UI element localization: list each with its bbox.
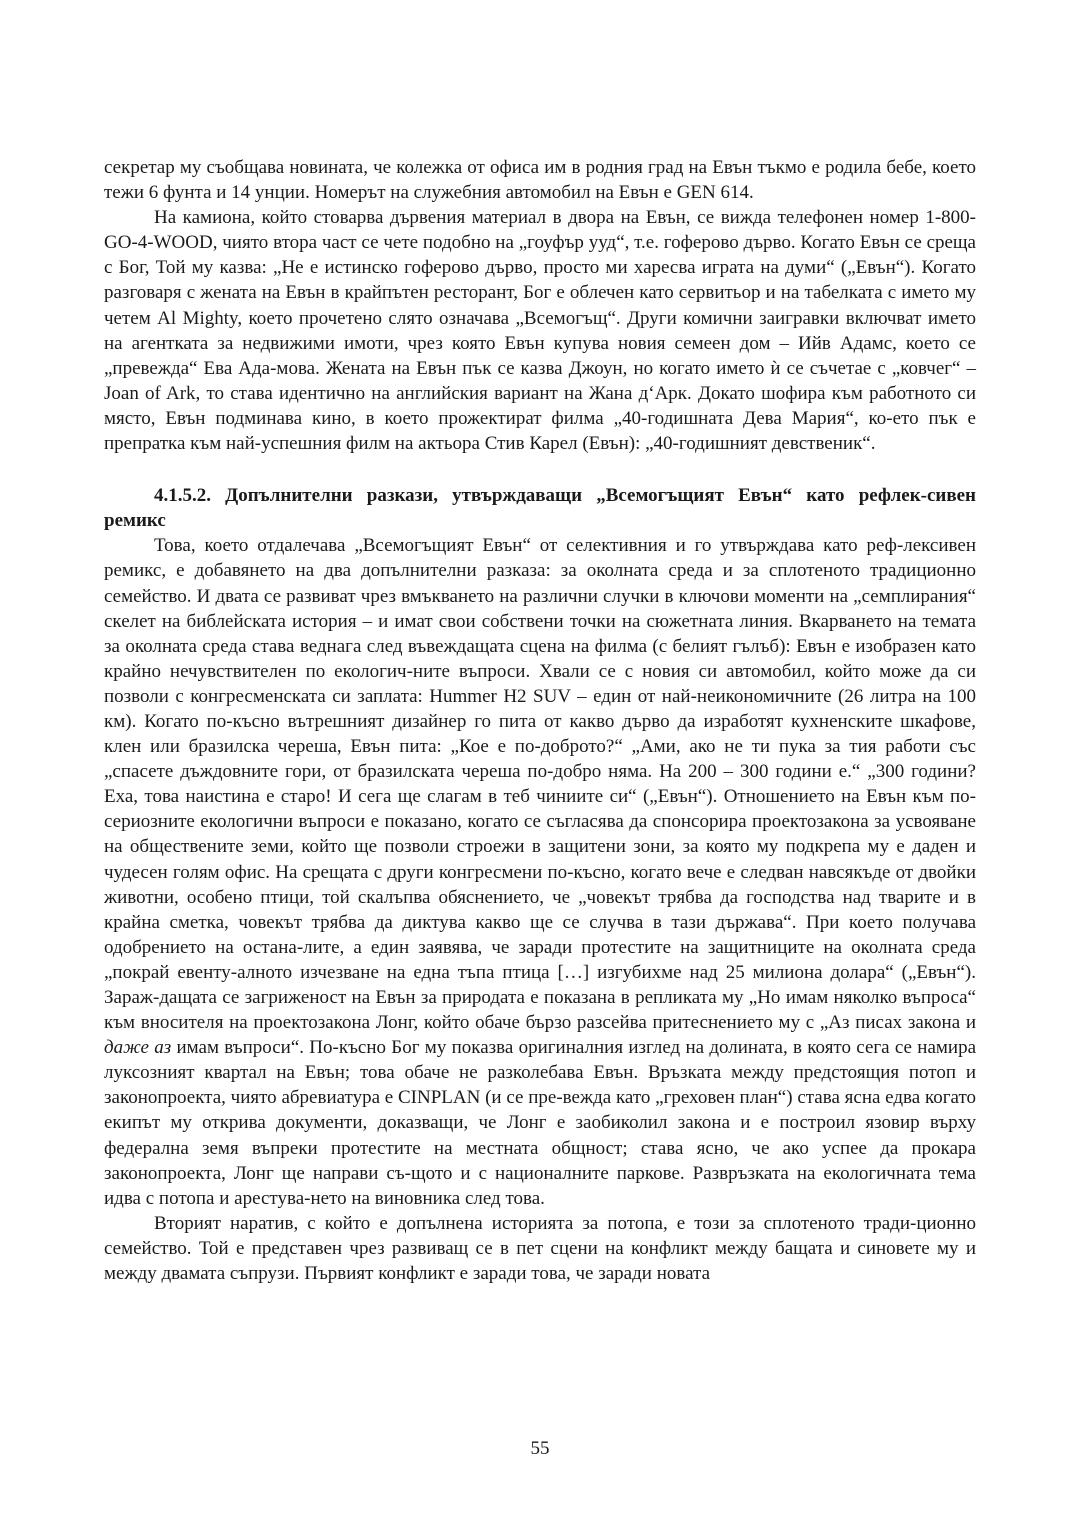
paragraph-reflexive-remix-end: имам въпроси“. По-късно Бог му показва оригиналния изглед на долината, в която сега се намира луксозният квартал на Евън; това обаче не разколебава Евън. Връзката между предстоящия потоп и законопроекта, чиято абревиатура е CINPLAN (и се пре-вежда като „греховен план“) става ясна едва когато екипът му открива документи, доказващи, че Лонг е заобиколил закона и е построил язовир върху федерална земя въпреки протестите на местната общност; става ясно, че ако успее да прокара законопроекта, Лонг ще направи съ-щото и с националните паркове. Развръзката на екологичната тема идва с потопа и арестува-нето на виновника след това. xyxy=(104,1037,976,1209)
paragraph-family-narrative: Вторият наратив, с който е допълнена историята за потопа, е този за сплотеното тради-ционно семейство. Той е представен чрез развиващ се в пет сцени на конфликт между бащата и синовете му и между двамата съпрузи. Първият конфликт е заради това, че заради новата xyxy=(104,1212,976,1285)
page-number: 55 xyxy=(530,1438,550,1459)
paragraph-continued: секретар му съобщава новината, че колежка от офиса им в родния град на Евън тъкмо е родила бебе, което тежи 6 фунта и 14 унции. Номерът на служебния автомобил на Евън е GEN 614. xyxy=(104,157,976,204)
paragraph-reflexive-remix-text: Това, което отдалечава „Всемогъщият Евън“ от селективния и го утвърждава като реф-лексивен ремикс, е добавянето на два допълнителни разказа: за околната среда и за сплотеното традиционно семейство. И двата се развиват чрез вмъкването на различни случки в ключови моменти на „семплирания“ скелет на библейската история – и имат свои собствени точки на сюжетната линия. Вкарването на темата за околната среда става веднага след въвеждащата сцена на филма (с белият гълъб): Евън е изобразен като крайно нечувствителен по екологич-ните въпроси. Хвали се с новия си автомобил, който може да си позволи с конгресменската си заплата: Hummer H2 SUV – един от най-неикономичните (26 литра на 100 км). Когато по-късно вътрешният дизайнер го пита от какво дърво да изработят кухненските шкафове, клен или бразилска череша, Евън пита: „Кое е по-доброто?“ „Ами, ако не ти пука за тия работи със „спасете дъждовните гори, от бразилската череша по-добро няма. На 200 – 300 години е.“ „300 години? Еха, това наистина е старо! И сега ще слагам в теб чиниите си“ („Евън“). Отношението на Евън към по-сериозните екологични въпроси е показано, когато се съгласява да спонсорира проектозакона за усвояване на обществените земи, който ще позволи строежи в защитени зони, за която му подкрепа му е даден и чудесен голям офис. На срещата с други конгресмени по-късно, когато вече е следван навсякъде от двойки животни, особено птици, той скалъпва обяснението, че „човекът трябва да господства над тварите и в крайна сметка, човекът трябва да диктува какво ще се случва в тази държава“. При което получава одобрението на остана-лите, а един заявява, че заради протестите на защитниците на околната среда „покрай евенту-алното изчезване на една тъпа птица […] изгубихме над 25 милиона долара“ („Евън“). Зараж-дащата се загриженост на Евън за природата е показана в репликата му „Но имам няколко въпроса“ към вносителя на проектозакона Лонг, който обаче бързо разсейва притеснението му с „Аз писах закона и xyxy=(104,535,976,1034)
paragraph-truck-phone-number: На камиона, който стоварва дървения материал в двора на Евън, се вижда телефонен номер 1-800-GO-4-WOOD, чиято втора част се чете подобно на „гоуфър ууд“, т.е. гоферово дърво. Когато Евън се среща с Бог, Той му казва: „Не е истинско гоферово дърво, просто ми харесва играта на думи“ („Евън“). Когато разговаря с жената на Евън в крайпътен ресторант, Бог е облечен като сервитьор и на табелката с името му четем Al Mighty, което прочетено слято означава „Всемогъщ“. Други комични заигравки включват името на агентката за недвижими имоти, чрез която Евън купува новия семеен дом – Ийв Адамс, което се „превежда“ Ева Ада-мова. Жената на Евън пък се казва Джоун, но когато името ѝ се съчетае с „ковчег“ – Joan of Ark, то става идентично на английския вариант на Жана д‘Арк. Докато шофира към работното си място, Евън подминава кино, в което прожектират филма „40-годишната Дева Мария“, ко-ето пък е препратка към най-успешния филм на актьора Стив Карел (Евън): „40-годишният девственик“. xyxy=(104,207,976,455)
paragraph-italic-phrase: даже аз xyxy=(104,1037,172,1059)
page-body xyxy=(104,155,976,1286)
paragraph-reflexive-remix xyxy=(104,533,976,1211)
section-heading: 4.1.5.2. Допълнителни разкази, утвърждаващи „Всемогъщият Евън“ като рефлек-сивен ремикс xyxy=(104,485,976,532)
